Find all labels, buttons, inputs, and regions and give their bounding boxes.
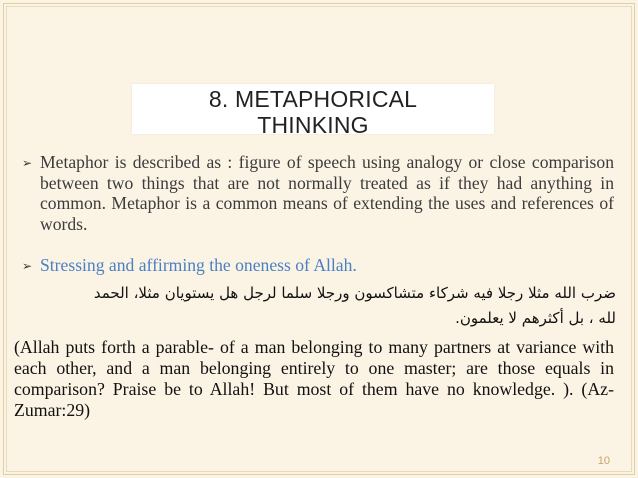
bullet-2-text: Stressing and affirming the oneness of Allah.	[40, 255, 357, 275]
title-line-2: THINKING	[257, 112, 369, 138]
title-line-1: 8. METAPHORICAL	[208, 86, 418, 112]
bullet-1-text: Metaphor is described as : figure of speech using analogy or close comparison between two things that are not normally treated as if they had anything in common. Metaphor is a common means of extending the uses and references of words.	[40, 152, 614, 234]
slide-title	[132, 86, 494, 138]
arabic-verse-line-1: ضرب الله مثلا رجلا فيه شركاء متشاكسون ورجلا سلما لرجل هل يستويان مثلا، الحمد	[93, 284, 616, 302]
page-number: 10	[597, 455, 610, 467]
verse-translation: (Allah puts forth a parable- of a man belonging to many partners at variance with each other, and a man belonging entirely to one master; are those equals in comparison? Praise be to Allah! But most of them have no knowledge. ). (Az-Zumar:29)	[14, 337, 614, 420]
bullet-arrow-icon: ➢	[22, 259, 33, 273]
bullet-arrow-icon: ➢	[22, 156, 33, 170]
arabic-verse-line-2: لله ، بل أكثرهم لا يعلمون.	[455, 309, 616, 327]
